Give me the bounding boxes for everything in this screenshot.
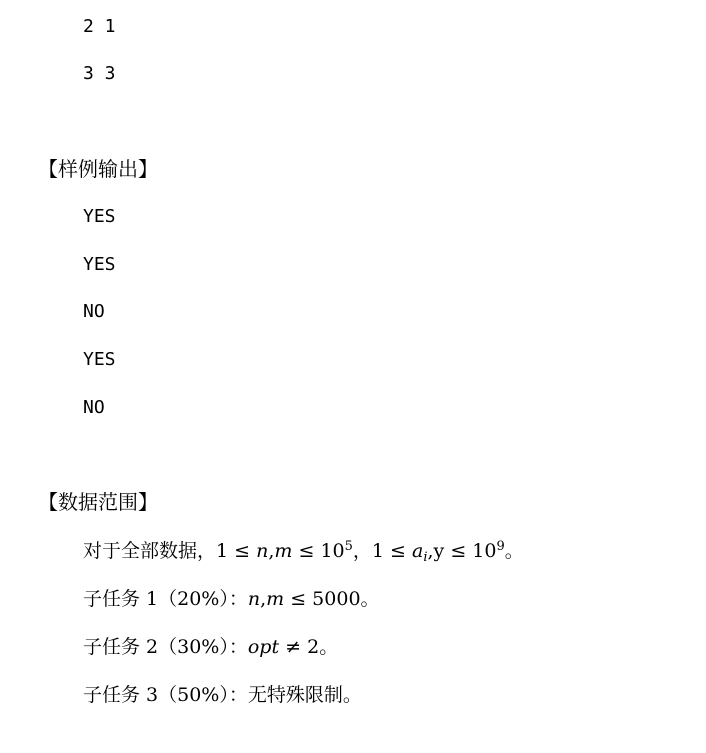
subtask-3-text: 无特殊限制。 <box>247 684 362 706</box>
constraint-ay-formula: $1 \le a_i,y \le 10^9$ <box>371 538 505 565</box>
sample-output-heading: 【样例输出】 <box>38 157 158 181</box>
input-line-2: 3 3 <box>83 63 116 84</box>
subtask-1: 子任务 1（20%）：n,m ≤ 5000。 <box>83 588 380 610</box>
subtask-1-formula: n,m ≤ 5000 <box>247 588 361 610</box>
constraint-all-data: 对于全部数据，$1 \le n,m \le 10^5$，$1 \le a_i,y \le 10^9$。 <box>83 538 524 565</box>
subtask-1-label: 子任务 1（20%）： <box>83 588 248 610</box>
output-line-3: NO <box>83 301 105 322</box>
constraint-all-prefix: 对于全部数据， <box>83 540 217 562</box>
constraint-nm-formula: $1 \le n,m \le 10^5$ <box>216 538 353 562</box>
subtask-2-formula: opt ≠ 2 <box>247 636 320 658</box>
data-range-heading: 【数据范围】 <box>38 490 158 514</box>
constraint-separator: ， <box>352 540 372 562</box>
output-line-5: NO <box>83 397 105 418</box>
subtask-2-label: 子任务 2（30%）： <box>83 636 248 658</box>
subtask-3 <box>83 680 362 710</box>
output-line-4: YES <box>83 349 116 370</box>
subtask-2: 子任务 2（30%）：opt ≠ 2。 <box>83 636 339 658</box>
input-line-1: 2 1 <box>83 16 116 37</box>
subtask-3-label: 子任务 3（50%）： <box>83 684 248 706</box>
output-line-1: YES <box>83 206 116 227</box>
output-line-2: YES <box>83 254 116 275</box>
